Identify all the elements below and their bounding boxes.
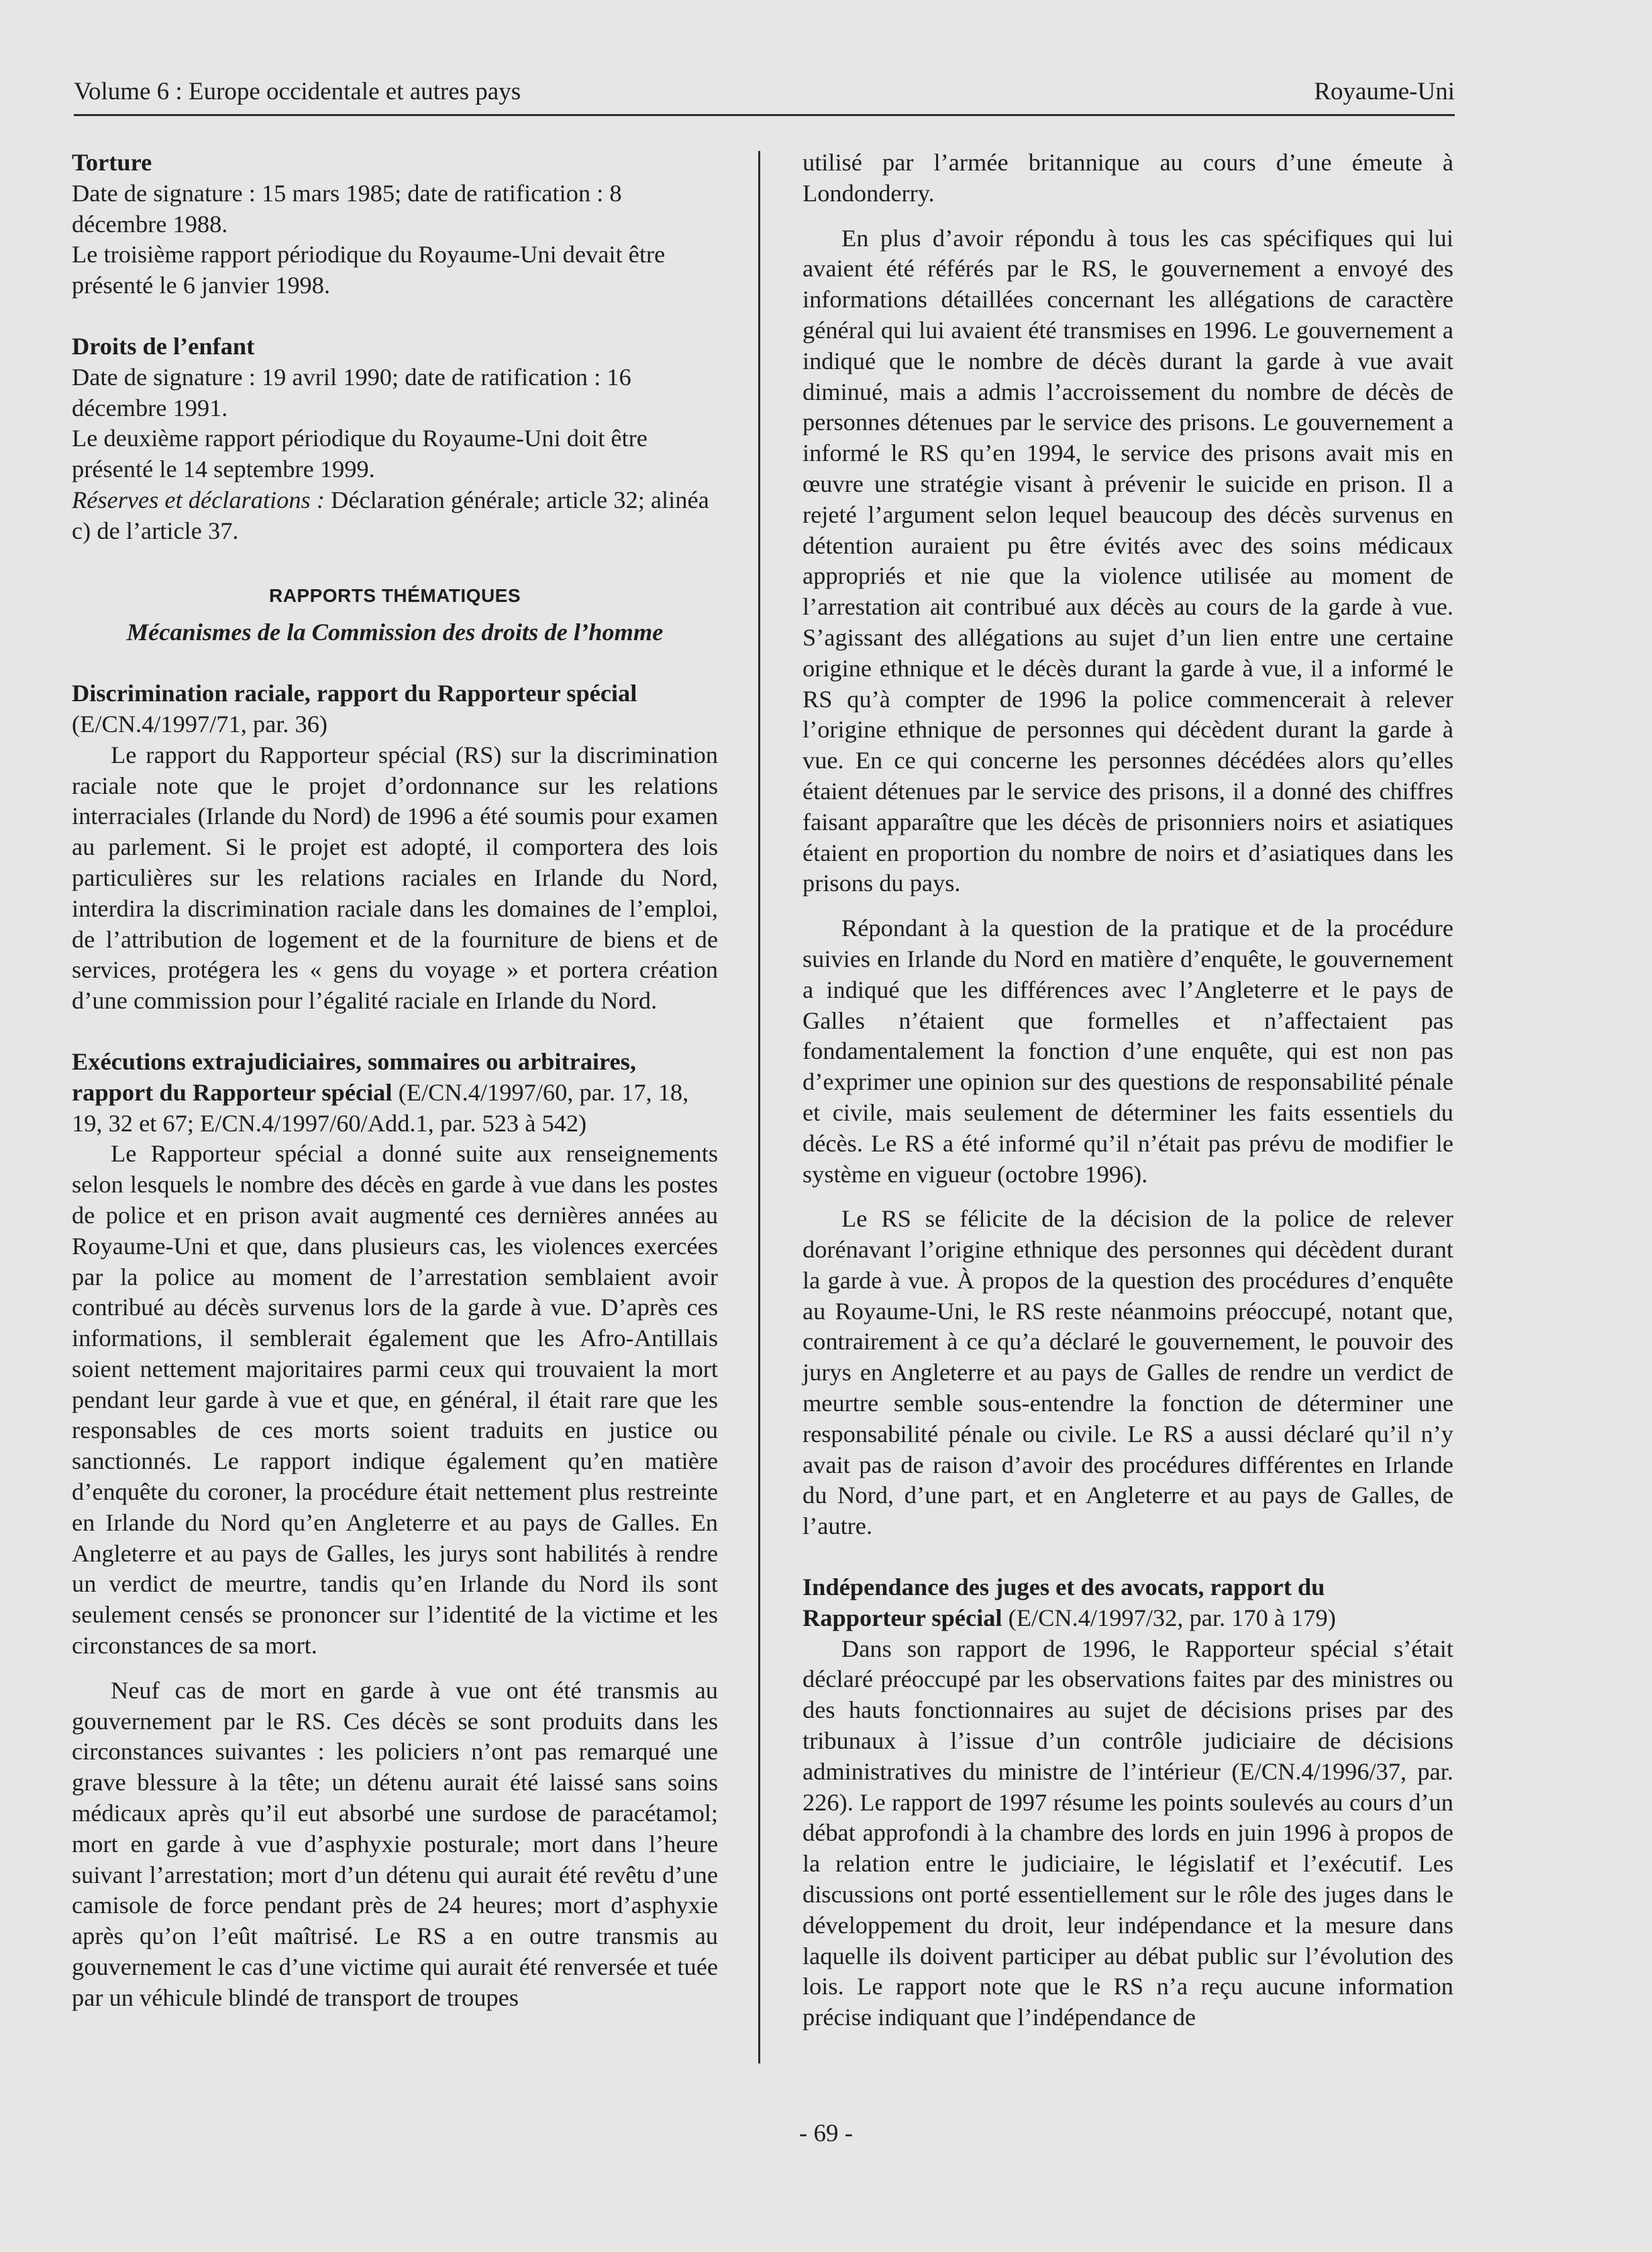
- torture-dates: Date de signature : 15 mars 1985; date de ratification : 8 décembre 1988.: [72, 179, 622, 238]
- executions-heading: [72, 1047, 718, 1139]
- child-rights-report: Le deuxième rapport périodique du Royaume-Uni doit être présenté le 14 septembre 1999.: [72, 425, 648, 483]
- continuation-paragraph: utilisé par l’armée britannique au cours d’une émeute à Londonderry.: [803, 149, 1453, 207]
- child-rights-section: [72, 331, 718, 547]
- executions-title: Exécutions extrajudiciaires, sommaires ou arbitraires, rapport du Rapporteur spécial: [72, 1047, 636, 1106]
- torture-report: Le troisième rapport périodique du Royaume-Uni devait être présenté le 6 janvier 1998.: [72, 241, 666, 299]
- rapporteur-concern-paragraph: Le RS se félicite de la décision de la police de relever dorénavant l’origine ethnique des personnes qui décèdent durant la garde à vue. À propos de la question des procédures d’enquête au Royaume-Uni, le RS reste néanmoins préoccupé, notant que, contrairement à ce qu’a déclaré le gouvernement, le pouvoir des jurys en Angleterre et au pays de Galles de rendre un verdict de meurtre semble sous-entendre la fonction de déterminer une responsabilité pénale ou civile. Le RS a aussi déclaré qu’il n’y avait pas de raison d’avoir des procédures différentes en Irlande du Nord, d’une part, et en Angleterre et au pays de Galles, de l’autre.: [803, 1205, 1453, 1540]
- discrimination-paragraph: Le rapport du Rapporteur spécial (RS) sur la discrimination raciale note que le projet d’ordonnance sur les relations interraciales (Irlande du Nord) de 1996 a été soumis pour examen au parlement. Si le projet est adopté, il comportera des lois particulières sur les relations raciales en Irlande du Nord, interdira la discrimination raciale dans les domaines de l’emploi, de l’attribution de logement et de la fourniture de biens et de services, protégera les « gens du voyage » et portera création d’une commission pour l’égalité raciale en Irlande du Nord.: [72, 741, 718, 1015]
- torture-heading: Torture: [72, 149, 152, 176]
- independence-title: Indépendance des juges et des avocats, rapport du Rapporteur spécial: [803, 1574, 1325, 1631]
- torture-section: [72, 148, 718, 301]
- header-rule: [74, 114, 1455, 116]
- executions-paragraph-2: Neuf cas de mort en garde à vue ont été transmis au gouvernement par le RS. Ces décès se sont produits dans les circonstances suivantes : les policiers n’ont pas remarqué une grave blessure à la tête; un détenu aurait été laissé sans soins médicaux après qu’il eut absorbé une surdose de paracétamol; mort en garde à vue d’asphyxie posturale; mort dans l’heure suivant l’arrestation; mort d’un détenu qui aurait été revêtu d’une camisole de force pendant près de 24 heures; mort d’asphyxie après qu’on l’eût maîtrisé. Le RS a en outre transmis au gouvernement le cas d’une victime qui aurait été renversée et tuée par un véhicule blindé de transport de troupes: [72, 1676, 718, 2011]
- discrimination-section: [72, 678, 718, 1017]
- discrimination-heading: [72, 678, 718, 740]
- government-response-paragraph: En plus d’avoir répondu à tous les cas spécifiques qui lui avaient été référés par le RS, le gouvernement a envoyé des informations détaillées concernant les allégations de caractère général qui lui avaient été transmises en 1996. Le gouvernement a indiqué que le nombre de décès durant la garde à vue avait diminué, mais a admis l’accroissement du nombre de décès de personnes détenues par le service des prisons. Le gouvernement a informé le RS qu’en 1994, le service des prisons avait mis en œuvre une stratégie visant à prévenir le suicide en prison. Il a rejeté l’argument selon lequel beaucoup des décès survenus en détention auraient pu être évités avec des soins médicaux appropriés et nie que la violence utilisée au moment de l’arrestation ait contribué aux décès au cours de la garde à vue. S’agissant des allégations au sujet d’un lien entre une certaine origine ethnique et le décès durant la garde à vue, il a informé le RS qu’à compter de 1996 la police commencerait à relever l’origine ethnique de personnes qui décèdent durant la garde à vue. En ce qui concerne les personnes décédées alors qu’elles étaient détenues par le service des prisons, il a donné des chiffres faisant apparaître que les décès de prisonniers noirs et asiatiques étaient en proportion du nombre de noirs et d’asiatiques dans les prisons du pays.: [803, 224, 1453, 897]
- child-rights-heading: Droits de l’enfant: [72, 332, 255, 360]
- executions-ref: (E/CN.4/1997/60, par. 17, 18, 19, 32 et 67; E/CN.4/1997/60/Add.1, par. 523 à 542): [72, 1078, 689, 1137]
- executions-paragraph-1: Le Rapporteur spécial a donné suite aux renseignements selon lesquels le nombre des décès en garde à vue dans les postes de police et en prison avait augmenté ces dernières années au Royaume-Uni et que, dans plusieurs cas, les violences exercées par la police au moment de l’arrestation semblaient avoir contribué au décès survenus lors de la garde à vue. D’après ces informations, il semblerait également que les Afro-Antillais soient nettement majoritaires parmi ceux qui trouvaient la mort pendant leur garde à vue et que, en général, il était rare que les responsables de ces morts soient traduits en justice ou sanctionnés. Le rapport indique également qu’en matière d’enquête du coroner, la procédure était nettement plus restreinte en Irlande du Nord qu’en Angleterre et au pays de Galles. En Angleterre et au pays de Galles, les jurys sont habilités à rendre un verdict de meurtre, tandis qu’en Irlande du Nord ils sont seulement censés se prononcer sur l’identité de la victime et les circonstances de sa mort.: [72, 1140, 718, 1659]
- independence-section: [803, 1572, 1453, 2033]
- executions-section: [72, 1047, 718, 2014]
- reserves-label: Réserves et déclarations :: [72, 486, 325, 513]
- reserves-text: Déclaration générale; article 32; alinéa c) de l’article 37.: [72, 486, 709, 544]
- child-rights-reserves: [72, 485, 718, 547]
- running-header: [74, 75, 1455, 109]
- discrimination-title: Discrimination raciale, rapport du Rapporteur spécial: [72, 680, 637, 707]
- column-divider: [758, 151, 760, 2063]
- header-volume-title: Volume 6 : Europe occidentale et autres pays: [74, 78, 521, 105]
- inquiry-procedure-paragraph: Répondant à la question de la pratique et de la procédure suivies en Irlande du Nord en matière d’enquête, le gouvernement a indiqué que les différences avec l’Angleterre et le pays de Galles n’étaient que formelles et n’affectaient pas fondamentalement la fonction d’une enquête, qui est non pas d’exprimer une opinion sur des questions de responsabilité pénale et civile, mais seulement de déterminer les faits essentiels du décès. Le RS a été informé qu’il n’était pas prévu de modifier le système en vigueur (octobre 1996).: [803, 915, 1453, 1188]
- right-column: [803, 148, 1453, 2033]
- thematic-reports-heading: RAPPORTS THÉMATIQUES: [268, 584, 521, 606]
- independence-heading: [803, 1572, 1453, 1634]
- independence-paragraph: Dans son rapport de 1996, le Rapporteur spécial s’était déclaré préoccupé par les observations faites par des ministres ou des hauts fonctionnaires au sujet de décisions prises par des tribunaux à l’issue d’un contrôle judiciaire de décisions administratives du ministre de l’intérieur (E/CN.4/1996/37, par. 226). Le rapport de 1997 résume les points soulevés au cours d’un débat approfondi à la chambre des lords en juin 1996 à propos de la relation entre le judiciaire, le législatif et l’exécutif. Les discussions ont porté essentiellement sur le rôle des juges dans le développement du droit, leur indépendance et la mesure dans laquelle ils doivent participer au débat public sur l’évolution des lois. Le rapport note que le RS n’a reçu aucune information précise indiquant que l’indépendance de: [803, 1635, 1453, 2031]
- independence-ref: (E/CN.4/1997/32, par. 170 à 179): [1002, 1604, 1336, 1631]
- page-number: - 69 -: [798, 2120, 854, 2147]
- left-column: [72, 148, 718, 2014]
- header-country: Royaume-Uni: [1314, 78, 1455, 105]
- discrimination-ref: (E/CN.4/1997/71, par. 36): [72, 710, 328, 737]
- child-rights-dates: Date de signature : 19 avril 1990; date de ratification : 16 décembre 1991.: [72, 363, 631, 421]
- thematic-subheading: Mécanismes de la Commission des droits de l’homme: [126, 619, 664, 646]
